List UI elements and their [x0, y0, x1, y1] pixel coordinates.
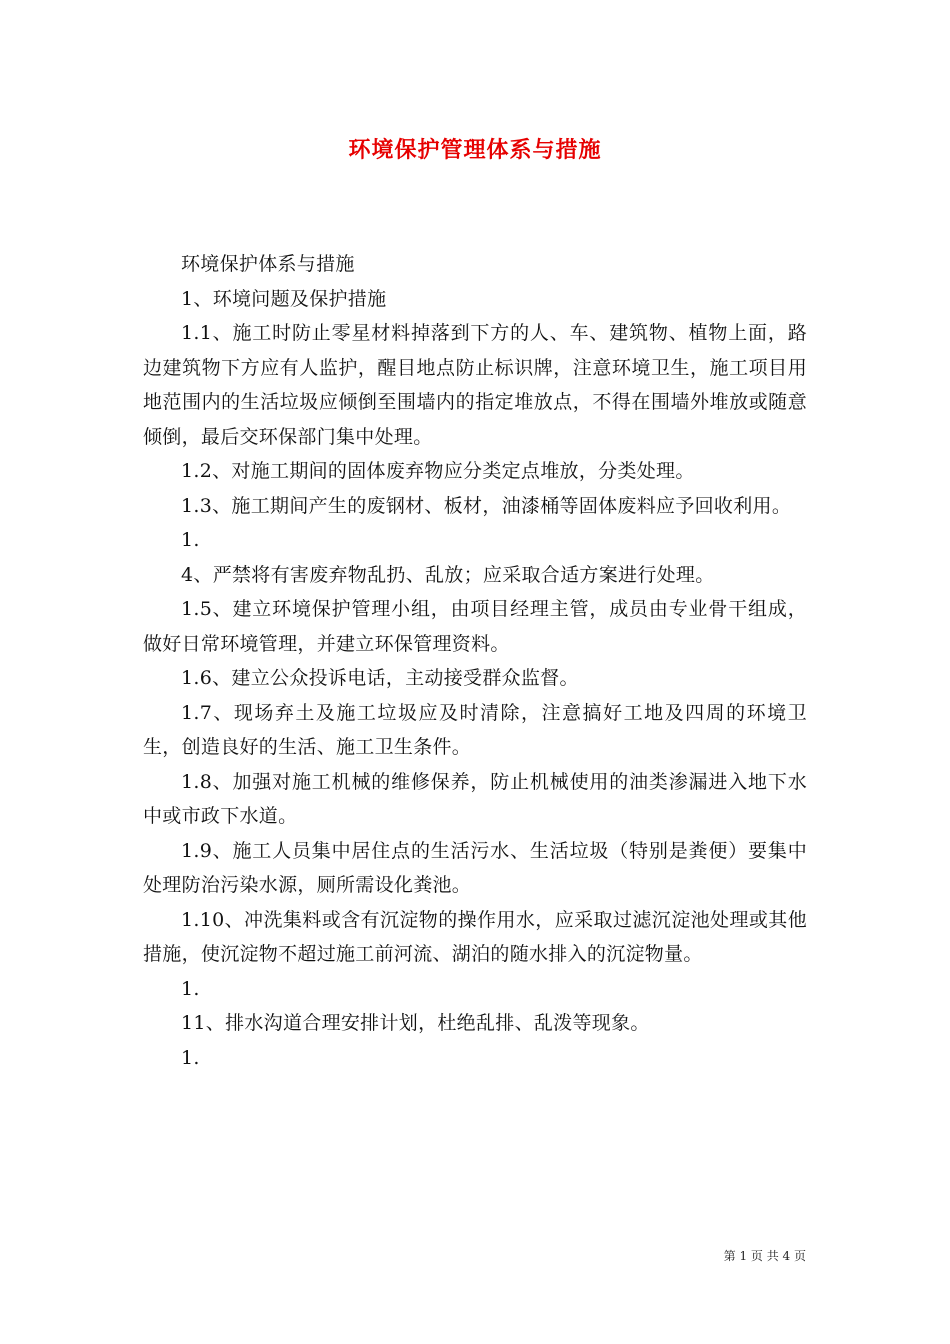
paragraph: 4、严禁将有害废弃物乱扔、乱放；应采取合适方案进行处理。 — [181, 563, 715, 586]
page-number-footer: 第 1 页 共 4 页 — [723, 1249, 806, 1263]
paragraph: 1.10、冲洗集料或含有沉淀物的操作用水，应采取过滤沉淀池处理或其他措施，使沉淀物不超过施工前河流、湖泊的随水排入的沉淀物量。 — [143, 908, 807, 965]
paragraph: 1.1、施工时防止零星材料掉落到下方的人、车、建筑物、植物上面，路边建筑物下方应有人监护，醒目地点防止标识牌，注意环境卫生，施工项目用地范围内的生活垃圾应倾倒至围墙内的指定堆放点，不得在围墙外堆放或随意倾倒，最后交环保部门集中处理。 — [143, 322, 807, 448]
paragraph: 1. — [181, 529, 200, 551]
paragraph: 1.3、施工期间产生的废钢材、板材，油漆桶等固体废料应予回收利用。 — [181, 494, 792, 517]
paragraph: 11、排水沟道合理安排计划，杜绝乱排、乱泼等现象。 — [181, 1012, 650, 1034]
paragraph: 1.7、现场弃土及施工垃圾应及时清除，注意搞好工地及四周的环境卫生，创造良好的生活、施工卫生条件。 — [143, 701, 807, 758]
paragraph: 1.9、施工人员集中居住点的生活污水、生活垃圾（特别是粪便）要集中处理防治污染水源，厕所需设化粪池。 — [143, 839, 807, 896]
document-body — [143, 247, 807, 1075]
paragraph: 1.2、对施工期间的固体废弃物应分类定点堆放，分类处理。 — [181, 460, 695, 482]
paragraph: 1. — [181, 977, 200, 1000]
document-title: 环境保护管理体系与措施 — [348, 137, 602, 163]
paragraph: 1.8、加强对施工机械的维修保养，防止机械使用的油类渗漏进入地下水中或市政下水道。 — [143, 770, 807, 827]
paragraph: 环境保护体系与措施 — [181, 253, 355, 275]
paragraph: 1、环境问题及保护措施 — [181, 287, 387, 310]
paragraph: 1.6、建立公众投诉电话，主动接受群众监督。 — [181, 667, 579, 689]
paragraph: 1.5、建立环境保护管理小组，由项目经理主管，成员由专业骨干组成，做好日常环境管理，并建立环保管理资料。 — [143, 598, 807, 655]
paragraph: 1. — [181, 1046, 200, 1069]
